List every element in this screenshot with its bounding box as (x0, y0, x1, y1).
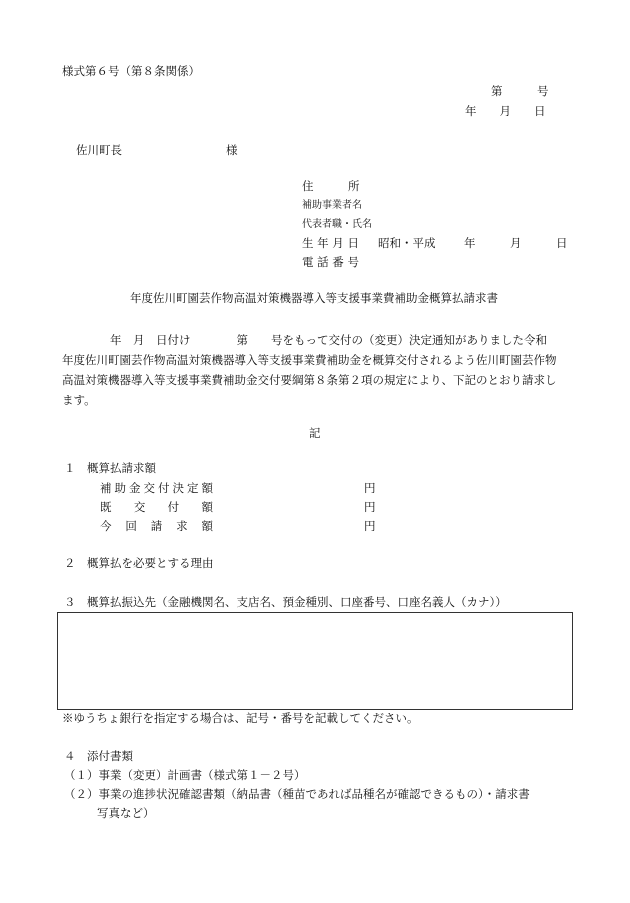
paid-amount-unit: 円 (364, 500, 376, 514)
form-number: 様式第６号（第８条関係） (62, 64, 200, 78)
attachment-item-1: （１）事業（変更）計画書（様式第１－２号） (64, 768, 306, 782)
business-name-label: 補助事業者名 (302, 200, 362, 211)
addressee-honorific: 様 (226, 143, 238, 157)
birthdate-label: 生 年 月 日 (302, 236, 359, 250)
birthdate-year-month-day: 年 月 日 (464, 236, 568, 250)
attachment-item-2-cont: 写真など） (97, 806, 155, 820)
yucho-note: ※ゆうちょ銀行を指定する場合は、記号・番号を記載してください。 (62, 711, 419, 725)
birthdate-era: 昭和・平成 (378, 236, 436, 250)
section-3-heading: ３ 概算払振込先（金融機関名、支店名、預金種別、口座番号、口座名義人（カナ）） (64, 595, 507, 609)
decision-amount-label: 補助金交付決定額 (100, 481, 216, 495)
bank-account-box (57, 612, 573, 710)
document-number-field: 第 号 (491, 84, 549, 98)
section-1-heading: １ 概算払請求額 (64, 461, 156, 475)
document-title: 年度佐川町園芸作物高温対策機器導入等支援事業費補助金概算払請求書 (130, 291, 498, 305)
current-request-label: 今 回 請 求 額 (100, 519, 215, 533)
address-label: 住 所 (302, 179, 360, 193)
decision-amount-unit: 円 (364, 481, 376, 495)
attachment-item-2: （２）事業の進捗状況確認書類（納品書（種苗であれば品種名が確認できるもの）・請求書 (64, 787, 530, 801)
ki-heading: 記 (309, 426, 321, 440)
current-request-unit: 円 (364, 519, 376, 533)
section-4-heading: ４ 添付書類 (64, 749, 133, 763)
phone-label: 電 話 番 号 (302, 255, 359, 269)
request-body-text: 年 月 日付け 第 号をもって交付の（変更）決定通知がありました令和 年度佐川町園芸作物高温対策機器導入等支援事業費補助金を概算交付されるよう佐川町園芸作物高温対策機器導入等支援事業費補助金交付要綱第８条第２項の規定により、下記のとおり請求します。 (62, 333, 559, 407)
document-date-field: 年 月 日 (465, 104, 546, 118)
section-2-heading: ２ 概算払を必要とする理由 (64, 556, 214, 570)
addressee-mayor: 佐川町長 (76, 143, 122, 157)
paid-amount-label: 既 交 付 額 (100, 500, 219, 514)
representative-label: 代表者職・氏名 (302, 219, 372, 230)
